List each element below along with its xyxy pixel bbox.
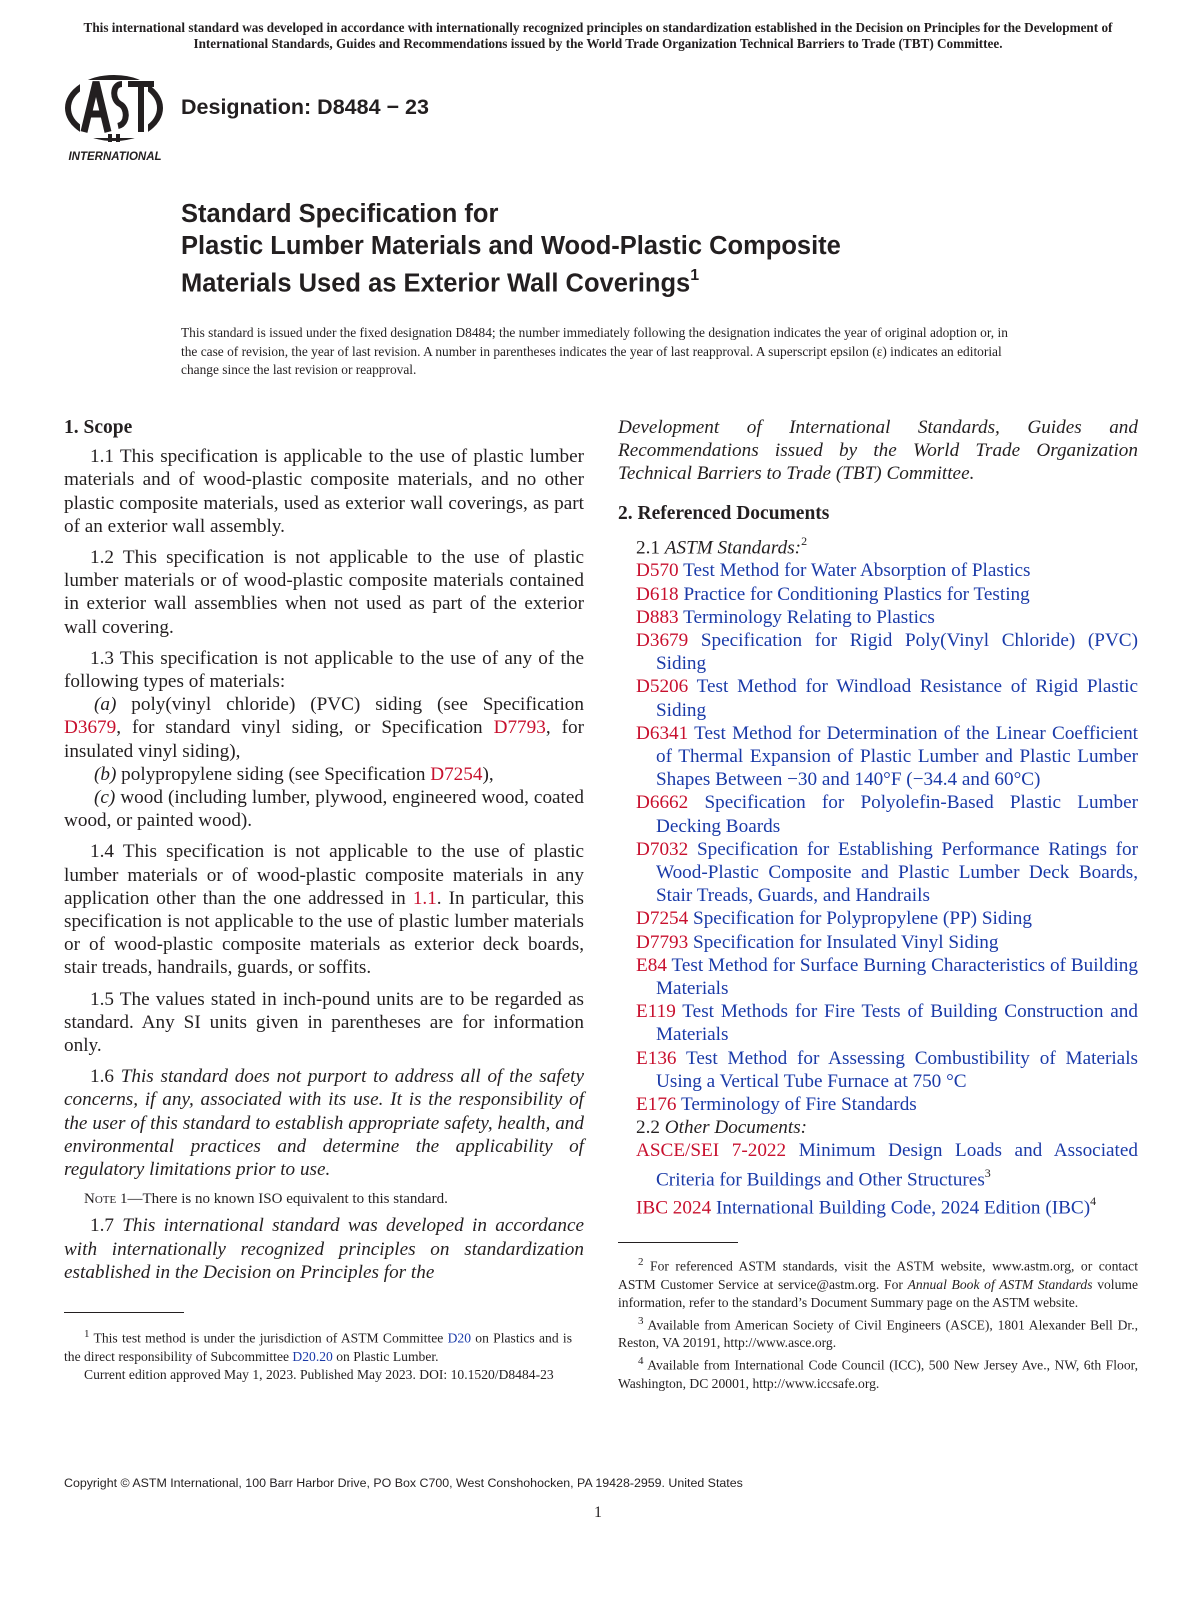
- astm-ref-item: [618, 907, 1138, 930]
- item-b-label: (b): [94, 763, 117, 785]
- link-1-1[interactable]: 1.1: [412, 887, 437, 909]
- references-heading: 2. Referenced Documents: [618, 502, 830, 524]
- title-footnote-ref[interactable]: 1: [690, 267, 700, 284]
- p1-4-text-a: 1.4 This specification is not applicable to the use of plastic lumber materials or of wood-plastic composite materials in any application other than the one addressed in: [64, 841, 584, 909]
- intro-paragraph: This standard is issued under the fixed designation D8484; the number immediately following the designation indicates the year of original adoption or, in the case of revision, the year of last revision. A number in parentheses indicates the year of last reapproval. A superscript epsilon (ε) indicates an editorial change since the last revision or reapproval.: [181, 325, 1008, 377]
- astm-ref-title-link[interactable]: Test Method for Assessing Combustibility of Materials Using a Vertical Tube Furnace at 750 °C: [656, 1047, 1138, 1092]
- item-a-text3: , for insulated vinyl siding),: [64, 717, 584, 762]
- astm-ref-title-link[interactable]: Test Method for Surface Burning Characteristics of Building Materials: [656, 954, 1138, 1000]
- astm-standards-heading: [618, 531, 1138, 560]
- link-d20-20[interactable]: D20.20: [292, 1348, 333, 1364]
- paragraph-1-3: 1.3 This specification is not applicable to the use of any of the following types of materials:: [64, 647, 584, 693]
- other-ref-item: [618, 1139, 1138, 1191]
- astm-ref-code-link[interactable]: D7793: [636, 931, 689, 953]
- astm-ref-code-link[interactable]: E84: [636, 954, 667, 976]
- item-c-text: wood (including lumber, plywood, engineered wood, coated wood, or painted wood).: [64, 787, 584, 832]
- astm-ref-title-link[interactable]: Test Method for Water Absorption of Plastics: [678, 560, 1031, 582]
- title-line-1: Standard Specification for: [181, 200, 499, 228]
- left-column: [64, 416, 584, 1292]
- astm-ref-code-link[interactable]: D570: [636, 560, 679, 582]
- link-d7793[interactable]: D7793: [493, 717, 546, 739]
- link-d20[interactable]: D20: [447, 1330, 471, 1346]
- other-heading-text: Other Documents:: [664, 1117, 808, 1139]
- copyright-line: Copyright © ASTM International, 100 Barr Harbor Drive, PO Box C700, West Conshohocken, PA 19428-2959. United States: [64, 1476, 743, 1490]
- other-ref-code-link[interactable]: ASCE/SEI 7-2022: [636, 1140, 787, 1162]
- footnote-3: [618, 1312, 1138, 1353]
- fn2-a: For referenced ASTM standards, visit the ASTM website, www.astm.org, or contact ASTM Customer Service at service@astm.org. For: [618, 1258, 1138, 1292]
- other-ref-footnote-ref: 3: [984, 1165, 991, 1180]
- astm-heading-text: ASTM Standards:: [664, 537, 802, 559]
- astm-ref-item: [618, 1093, 1138, 1116]
- footnote-4: [618, 1352, 1138, 1393]
- astm-ref-item: [618, 722, 1138, 792]
- astm-ref-code-link[interactable]: D7254: [636, 908, 689, 930]
- astm-ref-item: [618, 838, 1138, 908]
- astm-ref-title-link[interactable]: Terminology of Fire Standards: [676, 1094, 917, 1116]
- note-label: Note: [84, 1191, 117, 1208]
- astm-ref-item: [618, 675, 1138, 721]
- footnotes-right: [618, 1253, 1138, 1393]
- scope-heading: 1. Scope: [64, 417, 133, 438]
- fn1-sup: 1: [84, 1328, 90, 1340]
- astm-ref-title-link[interactable]: Terminology Relating to Plastics: [678, 606, 935, 628]
- astm-ref-item: [618, 791, 1138, 837]
- astm-ref-code-link[interactable]: D5206: [636, 676, 689, 698]
- footnote-divider-right: [618, 1242, 738, 1243]
- other-ref-item: [618, 1191, 1138, 1220]
- astm-ref-item: [618, 583, 1138, 606]
- astm-ref-title-link[interactable]: Specification for Establishing Performance Ratings for Wood-Plastic Composite and Plastic Lumber Deck Boards, Stair Treads, Guards, and Handrails: [656, 838, 1138, 907]
- paragraph-1-6: [64, 1065, 584, 1181]
- astm-ref-title-link[interactable]: Specification for Polypropylene (PP) Siding: [688, 908, 1032, 930]
- astm-ref-item: [618, 1000, 1138, 1046]
- fn3-text: Available from American Society of Civil Engineers (ASCE), 1801 Alexander Bell Dr., Reston, VA 20191, http://www.asce.org.: [618, 1317, 1138, 1351]
- item-a: [64, 693, 584, 763]
- fn1-a: This test method is under the jurisdiction of ASTM Committee: [89, 1330, 448, 1346]
- p1-6-text: This standard does not purport to address all of the safety concerns, if any, associated with its use. It is the responsibility of the user of this standard to establish appropriate safety, health, and environmental practices and determine the applicability of regulatory limitations prior to use.: [64, 1066, 585, 1181]
- footnote-2: [618, 1253, 1138, 1312]
- astm-ref-code-link[interactable]: E119: [636, 1001, 676, 1023]
- astm-logo: [62, 70, 168, 166]
- item-b: [64, 763, 584, 786]
- link-d7254[interactable]: D7254: [430, 763, 483, 785]
- title-line-2: Plastic Lumber Materials and Wood-Plastic Composite: [181, 232, 841, 260]
- title-line-3: [181, 262, 1081, 300]
- paragraph-1-2: 1.2 This specification is not applicable to the use of plastic lumber materials or of wood-plastic composite materials contained in exterior wall assemblies when not used as part of the exterior wall covering.: [64, 547, 584, 638]
- fn2-b: volume information, refer to the standard’s Document Summary page on the ASTM website.: [618, 1276, 1138, 1310]
- footnote-edition: Current edition approved May 1, 2023. Published May 2023. DOI: 10.1520/D8484-23: [84, 1366, 554, 1382]
- astm-ref-item: [618, 606, 1138, 629]
- footnote-1: [64, 1325, 572, 1366]
- other-ref-code-link[interactable]: IBC 2024: [636, 1197, 712, 1219]
- astm-ref-item: [618, 559, 1138, 582]
- astm-ref-title-link[interactable]: Specification for Insulated Vinyl Siding: [688, 931, 999, 953]
- other-documents-heading: [618, 1116, 1138, 1139]
- paragraph-1-5: 1.5 The values stated in inch-pound units are to be regarded as standard. Any SI units given in parentheses are for information only.: [64, 988, 584, 1057]
- item-b-text2: ),: [482, 763, 494, 785]
- fn4-text: Available from International Code Council (ICC), 500 New Jersey Ave., NW, 6th Floor, Washington, DC 20001, http://www.iccsafe.org.: [618, 1357, 1138, 1391]
- astm-ref-item: [618, 1047, 1138, 1093]
- paragraph-1-7-continued: [618, 416, 1138, 486]
- paragraph-1-1: 1.1 This specification is applicable to the use of plastic lumber materials and of wood-plastic composite materials, and no other plastic composite materials, used as exterior wall coverings, as part of an exterior wall assembly.: [64, 446, 584, 537]
- designation: Designation: D8484 − 23: [181, 95, 429, 119]
- other-ref-title-link[interactable]: International Building Code, 2024 Edition (IBC): [711, 1197, 1091, 1219]
- logo-text: INTERNATIONAL: [68, 151, 162, 163]
- document-title: [181, 198, 1081, 300]
- astm-ref-item: [618, 931, 1138, 954]
- astm-ref-item: [618, 954, 1138, 1000]
- paragraph-1-4: [64, 840, 584, 979]
- astm-ref-title-link[interactable]: Specification for Polyolefin-Based Plastic Lumber Decking Boards: [656, 792, 1138, 837]
- astm-ref-code-link[interactable]: E136: [636, 1047, 677, 1069]
- page-number: 1: [594, 1504, 602, 1521]
- other-heading-num: 2.2: [636, 1117, 665, 1139]
- link-d3679[interactable]: D3679: [64, 717, 117, 739]
- p1-4-text-b: . In particular, this specification is not applicable to the use of plastic lumber materials or of wood-plastic composite materials as exterior deck boards, stair treads, handrails, guards, or soffits.: [64, 887, 584, 979]
- astm-ref-code-link[interactable]: D6662: [636, 792, 689, 814]
- astm-ref-code-link[interactable]: D3679: [636, 630, 689, 652]
- fn3-sup: 3: [638, 1314, 644, 1327]
- astm-heading-sup: 2: [801, 533, 808, 548]
- astm-ref-title-link[interactable]: Test Methods for Fire Tests of Building Construction and Materials: [656, 1001, 1138, 1046]
- astm-ref-item: [618, 629, 1138, 675]
- title-line-3-text: Materials Used as Exterior Wall Coverings: [181, 269, 691, 298]
- footnotes-left: [64, 1325, 572, 1384]
- item-c-label: (c): [94, 787, 116, 809]
- top-note: This international standard was developed in accordance with internationally recognized principles on standardization established in the Decision on Principles for the Development of International Standards, Guides and Recommendations issued by the World Trade Organization Technical Barriers to Trade (TBT) Committee.: [83, 20, 1113, 51]
- astm-ref-code-link[interactable]: D618: [636, 583, 679, 605]
- p1-7-num: 1.7: [90, 1215, 123, 1237]
- astm-ref-title-link[interactable]: Specification for Rigid Poly(Vinyl Chloride) (PVC) Siding: [656, 630, 1138, 675]
- footnote-divider-left: [64, 1312, 184, 1313]
- item-b-text1: polypropylene siding (see Specification: [116, 763, 431, 785]
- fn2-sup: 2: [638, 1256, 644, 1268]
- item-a-text2: , for standard vinyl siding, or Specification: [116, 717, 494, 739]
- item-a-text1: poly(vinyl chloride) (PVC) siding (see Specification: [116, 694, 584, 716]
- other-ref-footnote-ref: 4: [1090, 1194, 1097, 1209]
- note-1: [64, 1189, 584, 1209]
- p1-7-cont-text: Development of International Standards, Guides and Recommendations issued by the World Trade Organization Technical Barriers to Trade (TBT) Committee.: [618, 417, 1138, 485]
- astm-ref-code-link[interactable]: E176: [636, 1094, 677, 1116]
- other-ref-title-link[interactable]: Minimum Design Loads and Associated Criteria for Buildings and Other Structures: [656, 1140, 1138, 1191]
- astm-ref-title-link[interactable]: Practice for Conditioning Plastics for Testing: [678, 583, 1030, 605]
- astm-ref-code-link[interactable]: D6341: [636, 722, 689, 744]
- fn4-sup: 4: [638, 1355, 644, 1368]
- astm-ref-title-link[interactable]: Test Method for Windload Resistance of Rigid Plastic Siding: [656, 676, 1138, 721]
- astm-reference-list: [618, 559, 1138, 1116]
- fn1-c: on Plastic Lumber.: [332, 1348, 439, 1364]
- astm-logo-icon: [62, 70, 168, 166]
- paragraph-1-7: [64, 1214, 584, 1284]
- item-a-label: (a): [94, 694, 117, 716]
- p1-6-num: 1.6: [90, 1066, 121, 1088]
- astm-heading-num: 2.1: [636, 537, 665, 559]
- astm-ref-title-link[interactable]: Test Method for Determination of the Linear Coefficient of Thermal Expansion of Plastic Lumber and Plastic Lumber Shapes Between −30 and 140°F (−34.4 and 60°C): [656, 722, 1138, 791]
- item-c: [64, 786, 584, 832]
- fn1-b: on Plastics and is the direct responsibility of Subcommittee: [64, 1330, 572, 1364]
- note-text: 1—There is no known ISO equivalent to this standard.: [116, 1191, 448, 1208]
- p1-7-text: This international standard was developed in accordance with internationally recognized principles on standardization established in the Decision on Principles for the: [64, 1215, 585, 1283]
- astm-ref-code-link[interactable]: D883: [636, 606, 679, 628]
- fn2-italic: Annual Book of ASTM Standards: [907, 1276, 1093, 1292]
- right-column: [618, 416, 1138, 1220]
- other-reference-list: [618, 1139, 1138, 1219]
- astm-ref-code-link[interactable]: D7032: [636, 838, 689, 860]
